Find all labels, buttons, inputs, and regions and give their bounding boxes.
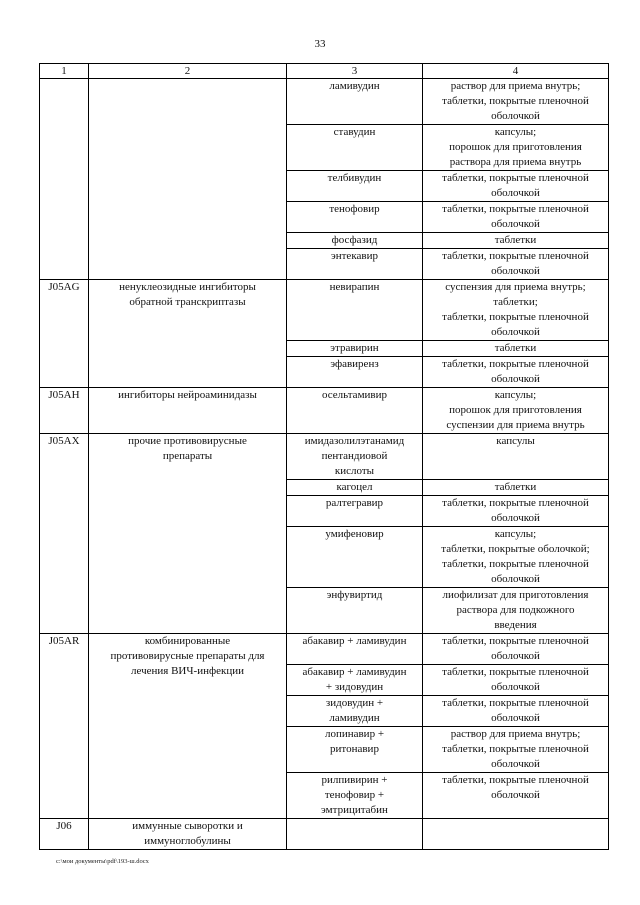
dosage-form-cell: таблетки, покрытые пленочной оболочкой <box>423 171 609 202</box>
drug-name-cell: зидовудин + ламивудин <box>287 696 423 727</box>
dosage-form-cell: лиофилизат для приготовления раствора для подкожного введения <box>423 588 609 634</box>
group-name-cell: ненуклеозидные ингибиторы обратной транскриптазы <box>89 280 287 388</box>
drug-name-cell: лопинавир + ритонавир <box>287 727 423 773</box>
dosage-form-cell: капсулы; порошок для приготовления раствора для приема внутрь <box>423 125 609 171</box>
dosage-form-cell: таблетки, покрытые пленочной оболочкой <box>423 249 609 280</box>
table-row <box>40 819 609 850</box>
drug-name-cell: энфувиртид <box>287 588 423 634</box>
column-header-1: 1 <box>40 64 89 79</box>
drug-name-cell: абакавир + ламивудин + зидовудин <box>287 665 423 696</box>
atc-code-cell: J05AX <box>40 434 89 634</box>
drug-table <box>39 63 609 850</box>
dosage-form-cell: таблетки, покрытые пленочной оболочкой <box>423 496 609 527</box>
column-header-2: 2 <box>89 64 287 79</box>
dosage-form-cell: капсулы; таблетки, покрытые оболочкой; таблетки, покрытые пленочной оболочкой <box>423 527 609 588</box>
dosage-form-cell: таблетки <box>423 233 609 249</box>
table-row <box>40 388 609 434</box>
drug-name-cell: фосфазид <box>287 233 423 249</box>
dosage-form-cell: раствор для приема внутрь; таблетки, покрытые пленочной оболочкой <box>423 79 609 125</box>
group-name-cell: иммунные сыворотки и иммуноглобулины <box>89 819 287 850</box>
atc-code-cell: J06 <box>40 819 89 850</box>
table-row <box>40 280 609 341</box>
dosage-form-cell: таблетки, покрытые пленочной оболочкой <box>423 696 609 727</box>
page-number: 33 <box>314 38 326 50</box>
atc-code-cell: J05AR <box>40 634 89 819</box>
column-header-4: 4 <box>423 64 609 79</box>
group-name-cell: прочие противовирусные препараты <box>89 434 287 634</box>
footer-file-path: c:\мои документы\pdf\193-ш.docx <box>56 858 149 865</box>
group-name-cell: ингибиторы нейроаминидазы <box>89 388 287 434</box>
drug-name-cell: невирапин <box>287 280 423 341</box>
drug-name-cell: телбивудин <box>287 171 423 202</box>
table-row <box>40 434 609 480</box>
atc-code-cell: J05AG <box>40 280 89 388</box>
table-row <box>40 79 609 125</box>
atc-code-cell <box>40 79 89 280</box>
dosage-form-cell: таблетки, покрытые пленочной оболочкой <box>423 634 609 665</box>
table-row <box>40 634 609 665</box>
drug-name-cell: абакавир + ламивудин <box>287 634 423 665</box>
dosage-form-cell: раствор для приема внутрь; таблетки, покрытые пленочной оболочкой <box>423 727 609 773</box>
drug-name-cell: ставудин <box>287 125 423 171</box>
header-row <box>40 64 609 79</box>
drug-name-cell: умифеновир <box>287 527 423 588</box>
column-header-3: 3 <box>287 64 423 79</box>
dosage-form-cell: капсулы <box>423 434 609 480</box>
drug-name-cell: энтекавир <box>287 249 423 280</box>
drug-name-cell: ралтегравир <box>287 496 423 527</box>
drug-name-cell: имидазолилэтанамид пентандиовой кислоты <box>287 434 423 480</box>
atc-code-cell: J05AH <box>40 388 89 434</box>
drug-name-cell: рилпивирин + тенофовир + эмтрицитабин <box>287 773 423 819</box>
group-name-cell: комбинированные противовирусные препараты для лечения ВИЧ-инфекции <box>89 634 287 819</box>
dosage-form-cell <box>423 819 609 850</box>
drug-name-cell: кагоцел <box>287 480 423 496</box>
drug-name-cell: эфавиренз <box>287 357 423 388</box>
dosage-form-cell: таблетки, покрытые пленочной оболочкой <box>423 773 609 819</box>
dosage-form-cell: таблетки <box>423 480 609 496</box>
group-name-cell <box>89 79 287 280</box>
dosage-form-cell: суспензия для приема внутрь; таблетки; таблетки, покрытые пленочной оболочкой <box>423 280 609 341</box>
drug-name-cell: этравирин <box>287 341 423 357</box>
dosage-form-cell: капсулы; порошок для приготовления суспензии для приема внутрь <box>423 388 609 434</box>
dosage-form-cell: таблетки, покрытые пленочной оболочкой <box>423 665 609 696</box>
dosage-form-cell: таблетки, покрытые пленочной оболочкой <box>423 357 609 388</box>
dosage-form-cell: таблетки, покрытые пленочной оболочкой <box>423 202 609 233</box>
dosage-form-cell: таблетки <box>423 341 609 357</box>
drug-name-cell: тенофовир <box>287 202 423 233</box>
drug-name-cell: осельтамивир <box>287 388 423 434</box>
drug-name-cell <box>287 819 423 850</box>
drug-name-cell: ламивудин <box>287 79 423 125</box>
